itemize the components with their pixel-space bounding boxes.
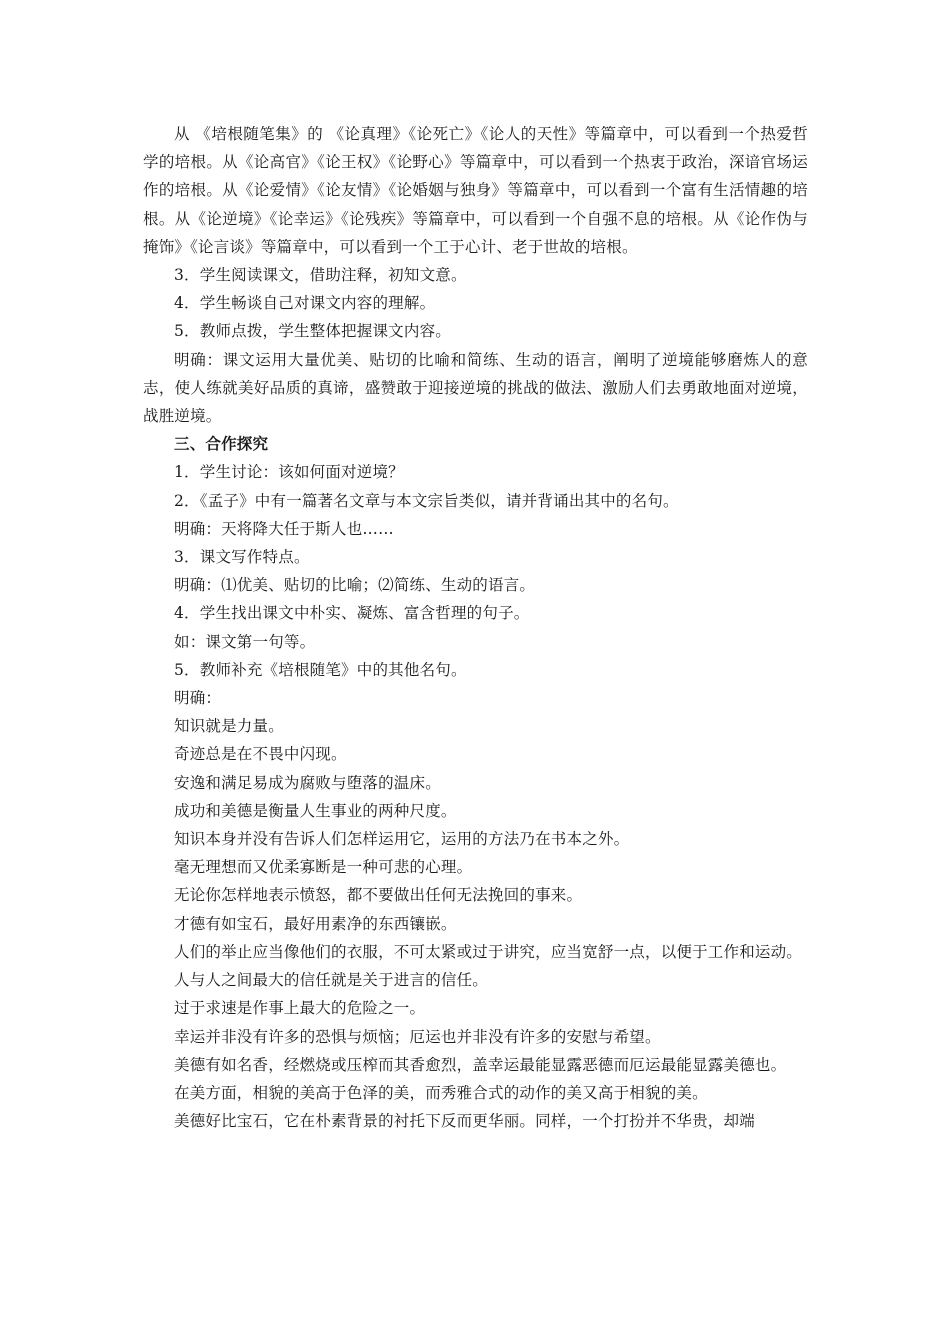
- quote-line: 美德有如名香，经燃烧或压榨而其香愈烈，盖幸运最能显露恶德而厄运最能显露美德也。: [174, 1055, 787, 1074]
- paragraph: 1．学生讨论：该如何面对逆境？: [174, 463, 404, 482]
- quote-line: 在美方面，相貌的美高于色泽的美，而秀雅合式的动作的美又高于相貌的美。: [174, 1083, 708, 1102]
- document-body: [143, 120, 808, 1135]
- paragraph: 4．学生找出课文中朴实、凝炼、富含哲理的句子。: [174, 604, 530, 623]
- paragraph: 明确：课文运用大量优美、贴切的比喻和简练、生动的语言，阐明了逆境能够磨炼人的意志，使人练就美好品质的真谛，盛赞敢于迎接逆境的挑战的做法、激励人们去勇敢地面对逆境，战胜逆境。: [143, 350, 808, 426]
- paragraph: 从 《培根随笔集》的 《论真理》《论死亡》《论人的天性》等篇章中，可以看到一个热爱哲学的培根。从《论高官》《论王权》《论野心》等篇章中，可以看到一个热衷于政治，深谙官场运作的培根。从《论爱情》《论友情》《论婚姻与独身》等篇章中，可以看到一个富有生活情趣的培根。从《论逆境》《论幸运》《论残疾》等篇章中，可以看到一个自强不息的培根。从《论作伪与掩饰》《论言谈》等篇章中，可以看到一个工于心计、老于世故的培根。: [143, 125, 808, 256]
- quote-line: 才德有如宝石，最好用素净的东西镶嵌。: [174, 914, 457, 933]
- quote-line: 幸运并非没有许多的恐惧与烦恼；厄运也并非没有许多的安慰与希望。: [174, 1027, 661, 1046]
- quote-line: 奇迹总是在不畏中闪现。: [174, 745, 347, 764]
- paragraph: 2．《孟子》中有一篇著名文章与本文宗旨类似，请并背诵出其中的名句。: [174, 491, 679, 510]
- paragraph: 5．教师点拨，学生整体把握课文内容。: [174, 322, 451, 341]
- paragraph: 3．课文写作特点。: [174, 548, 310, 567]
- paragraph: 明确：天将降大任于斯人也……: [174, 519, 394, 538]
- paragraph: 如：课文第一句等。: [174, 632, 316, 651]
- paragraph: 3．学生阅读课文，借助注释，初知文意。: [174, 266, 467, 285]
- quote-line: 成功和美德是衡量人生事业的两种尺度。: [174, 801, 457, 820]
- section-heading: 三、合作探究: [174, 435, 269, 454]
- quote-line: 安逸和满足易成为腐败与堕落的温床。: [174, 773, 441, 792]
- quote-line: 知识本身并没有告诉人们怎样运用它，运用的方法乃在书本之外。: [174, 830, 630, 849]
- quote-line: 人们的举止应当像他们的衣服，不可太紧或过于讲究，应当宽舒一点，以便于工作和运动。: [174, 942, 803, 961]
- paragraph: 5．教师补充《培根随笔》中的其他名句。: [174, 660, 467, 679]
- paragraph: 4．学生畅谈自己对课文内容的理解。: [174, 294, 436, 313]
- paragraph: 明确：: [174, 689, 222, 708]
- quote-line: 知识就是力量。: [174, 717, 284, 736]
- quote-line: 人与人之间最大的信任就是关于进言的信任。: [174, 971, 489, 990]
- quote-line: 毫无理想而又优柔寡断是一种可悲的心理。: [174, 858, 473, 877]
- quote-line: 美德好比宝石，它在朴素背景的衬托下反而更华丽。同样，一个打扮并不华贵，却端: [174, 1112, 755, 1131]
- paragraph: 明确：⑴优美、贴切的比喻；⑵简练、生动的语言。: [174, 576, 536, 595]
- quote-line: 无论你怎样地表示愤怒，都不要做出任何无法挽回的事来。: [174, 886, 583, 905]
- quote-line: 过于求速是作事上最大的危险之一。: [174, 999, 426, 1018]
